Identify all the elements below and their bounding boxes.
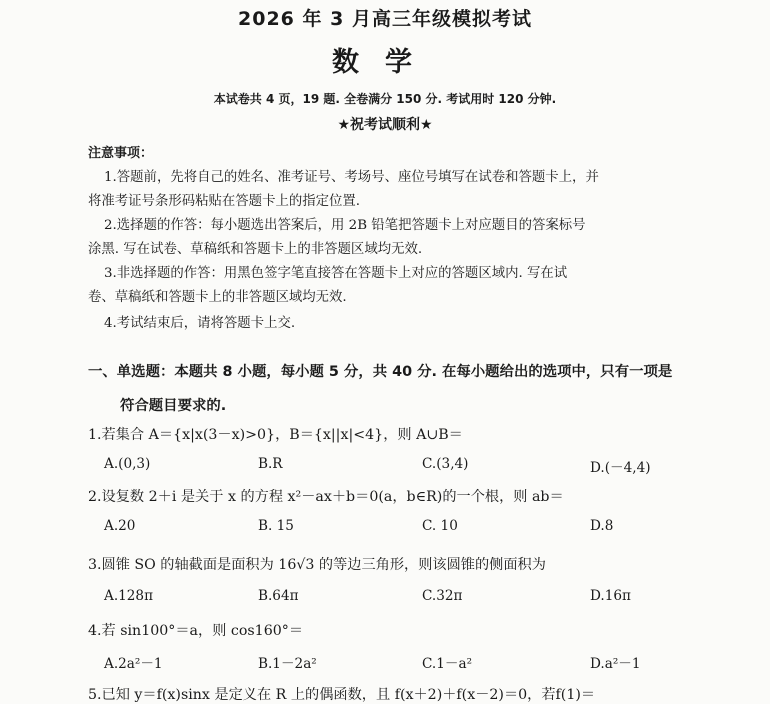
question-4-option-b: B.1－2a² [258,656,317,672]
exam-info: 本试卷共 4 页，19 题. 全卷满分 150 分. 考试用时 120 分钟. [213,92,557,106]
question-2-option-b: B. 15 [258,518,294,534]
question-1-option-d: D.(－4,4) [590,460,651,476]
question-3-option-c: C.32π [422,588,463,604]
question-2-option-d: D.8 [590,518,614,534]
question-3-stem: 3.圆锥 SO 的轴截面是面积为 16√3 的等边三角形，则该圆锥的侧面积为 [88,557,546,573]
notice-line: 4.考试结束后，请将答题卡上交. [104,316,296,331]
question-5-stem: 5.已知 y＝f(x)sinx 是定义在 R 上的偶函数，且 f(x＋2)＋f(x－2)＝0，若f(1)＝ [88,687,596,703]
question-1-option-c: C.(3,4) [422,456,469,472]
question-4-option-c: C.1－a² [422,656,473,672]
question-1-option-a: A.(0,3) [104,456,151,472]
question-1-option-b: B.R [258,456,283,472]
question-3-option-d: D.16π [590,588,631,604]
subject-title: 数学 [332,47,438,78]
question-2-option-a: A.20 [104,518,136,534]
question-4-option-d: D.a²－1 [590,656,641,672]
question-2-stem: 2.设复数 2＋i 是关于 x 的方程 x²－ax＋b＝0(a，b∈R)的一个根，则 ab＝ [88,489,564,505]
notice-line: 3.非选择题的作答：用黑色签字笔直接答在答题卡上对应的答题区域内. 写在试 [104,266,568,281]
question-1-stem: 1.若集合 A＝{x|x(3－x)>0}，B＝{x||x|<4}，则 A∪B＝ [88,427,463,443]
notice-title: 注意事项： [88,146,154,161]
notice-line: 卷、草稿纸和答题卡上的非答题区域均无效. [88,290,347,305]
notice-line: 1.答题前，先将自己的姓名、准考证号、考场号、座位号填写在试卷和答题卡上，并 [104,170,599,185]
question-4-stem: 4.若 sin100°＝a，则 cos160°＝ [88,623,304,639]
question-2-option-c: C. 10 [422,518,458,534]
good-luck-banner: ★祝考试顺利★ [337,117,433,133]
notice-line: 2.选择题的作答：每小题选出答案后，用 2B 铅笔把答题卡上对应题目的答案标号 [104,218,586,233]
question-4-option-a: A.2a²－1 [104,656,163,672]
question-3-option-b: B.64π [258,588,299,604]
section-heading: 一、单选题：本题共 8 小题，每小题 5 分，共 40 分. 在每小题给出的选项中，只有一项是 [88,364,673,380]
question-3-option-a: A.128π [104,588,154,604]
notice-line: 将准考证号条形码粘贴在答题卡上的指定位置. [88,194,361,209]
exam-title: 2026 年 3 月高三年级模拟考试 [238,8,532,30]
section-heading-cont: 符合题目要求的. [120,398,227,414]
notice-line: 涂黑. 写在试卷、草稿纸和答题卡上的非答题区域均无效. [88,242,423,257]
